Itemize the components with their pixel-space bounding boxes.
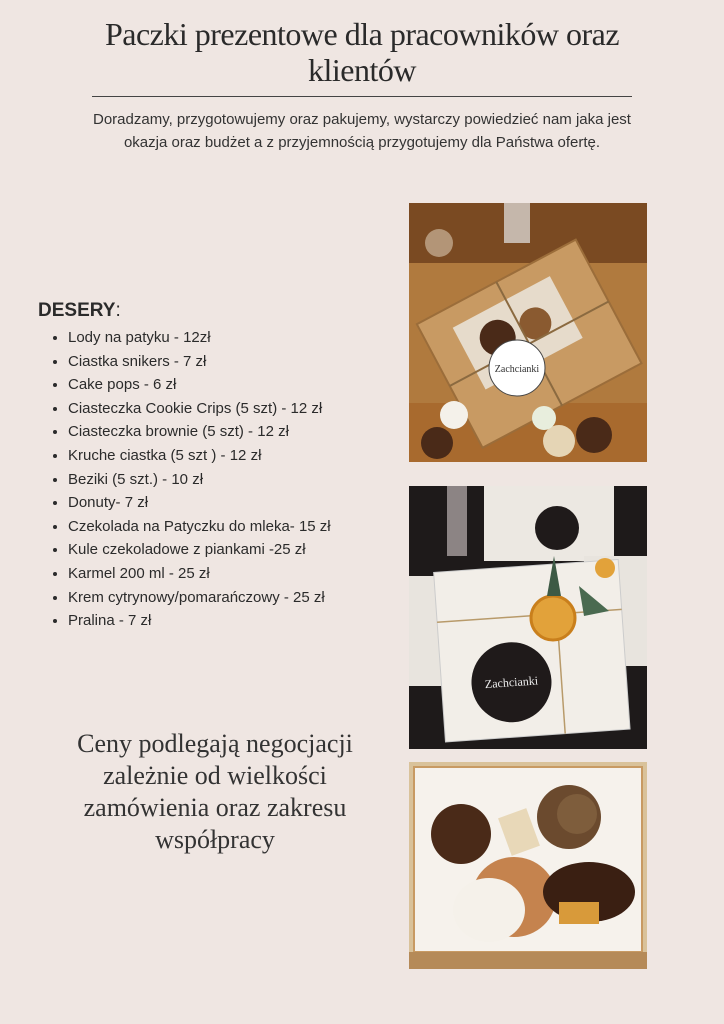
list-item: • Donuty- 7 zł <box>68 491 398 515</box>
desery-heading <box>38 300 398 322</box>
list-item: • Cake pops - 6 zł <box>68 373 398 397</box>
title-divider <box>92 96 632 97</box>
list-item: • Ciasteczka brownie (5 szt) - 12 zł <box>68 420 398 444</box>
desery-list <box>38 326 398 633</box>
list-item: • Pralina - 7 zł <box>68 609 398 633</box>
desery-section <box>38 300 398 633</box>
intro-text: Doradzamy, przygotowujemy oraz pakujemy, wystarczy powiedzieć nam jaka jest okazja oraz budżet a z przyjemnością przygotujemy dla Państwa ofertę. <box>93 111 631 151</box>
photo2-box-label: Zachcianki <box>484 673 539 692</box>
list-item: • Kule czekoladowe z piankami -25 zł <box>68 538 398 562</box>
list-item: • Ciastka snikers - 7 zł <box>68 350 398 374</box>
desery-heading-label: DESERY <box>38 300 116 321</box>
negotiation-note: Ceny podlegają negocjacji zależnie od wielkości zamówienia oraz zakresu współpracy <box>77 729 353 854</box>
photo-dessert-box <box>409 762 647 969</box>
list-item: • Kruche ciastka (5 szt ) - 12 zł <box>68 444 398 468</box>
list-item: • Ciasteczka Cookie Crips (5 szt) - 12 zł <box>68 397 398 421</box>
photo-white-gift-boxes <box>409 486 647 749</box>
photo1-box-label: Zachcianki <box>494 364 540 375</box>
list-item: • Czekolada na Patyczku do mleka- 15 zł <box>68 515 398 539</box>
page-title: Paczki prezentowe dla pracowników oraz klientów <box>104 16 620 88</box>
list-item: • Karmel 200 ml - 25 zł <box>68 562 398 586</box>
list-item: • Krem cytrynowy/pomarańczowy - 25 zł <box>68 586 398 610</box>
list-item: • Lody na patyku - 12zł <box>68 326 398 350</box>
photo-kraft-gift-box <box>409 203 647 462</box>
desery-heading-colon: : <box>115 300 121 321</box>
list-item: • Beziki (5 szt.) - 10 zł <box>68 468 398 492</box>
